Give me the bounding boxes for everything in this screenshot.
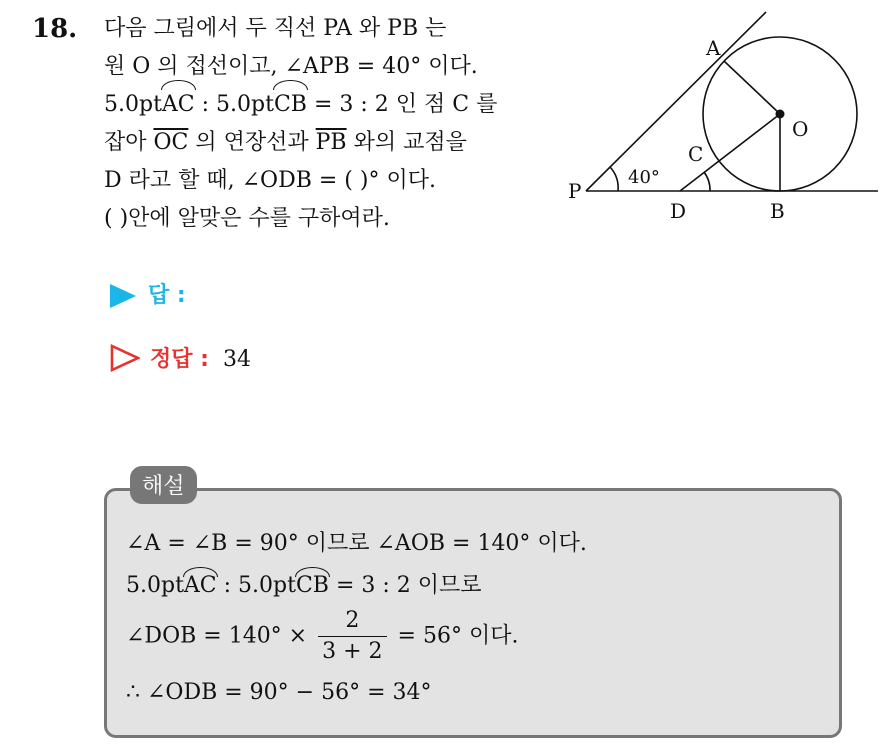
question-text — [104, 10, 564, 238]
q4-post: 와의 교점을 — [346, 130, 467, 155]
label-c: C — [688, 142, 704, 166]
question-line-4 — [104, 124, 564, 162]
angle-label: 40° — [628, 167, 660, 188]
solution-tag: 해설 — [130, 466, 197, 504]
q-prefix-1: 5.0pt — [104, 92, 162, 117]
segment-pb: $\overline{PB}$ — [315, 130, 347, 155]
answer-row — [110, 278, 186, 309]
fraction-denominator: 3 + 2 — [322, 639, 383, 664]
label-a: A — [706, 36, 721, 60]
sol-arc-ac: AC — [183, 573, 217, 598]
question-line-2: 원 O 의 접선이고, ∠APB = 40° 이다. — [104, 54, 478, 79]
center-dot — [776, 110, 785, 119]
s2-post: = 3 : 2 이므로 — [328, 573, 482, 598]
q4-mid: 의 연장선과 — [188, 130, 316, 155]
fraction-numerator: 2 — [318, 606, 386, 637]
question-number: 18. — [32, 14, 78, 44]
segment-oc: $\overline{OC}$ — [153, 130, 189, 155]
outline-triangle-icon — [110, 344, 140, 372]
label-d: D — [670, 199, 687, 223]
angle-p-arc — [610, 167, 618, 191]
s3-pre: ∠DOB = 140° × — [126, 623, 308, 649]
solution-line-3 — [126, 606, 518, 667]
s2-pre: 5.0pt — [126, 573, 184, 598]
correct-label: 정답 : — [150, 347, 209, 372]
label-b: B — [770, 199, 785, 223]
correct-value: 34 — [222, 347, 251, 372]
sol-arc-cb: CB — [295, 573, 329, 598]
segment-ao — [724, 61, 780, 114]
answer-label: 답 : — [148, 283, 186, 308]
solution-line-2 — [126, 568, 482, 599]
angle-d-arc — [704, 172, 710, 191]
s2-mid: : 5.0pt — [216, 573, 296, 598]
q-mid: : 5.0pt — [194, 92, 274, 117]
solution-line-4: ∴ ∠ODB = 90° − 56° = 34° — [126, 680, 432, 705]
solution-line-1: ∠A = ∠B = 90° 이므로 ∠AOB = 140° 이다. — [126, 531, 587, 556]
correct-answer-row — [110, 342, 251, 373]
q-post: = 3 : 2 인 점 C 를 — [306, 92, 498, 117]
question-line-6: ( )안에 알맞은 수를 구하여라. — [104, 206, 390, 231]
s3-post: = 56° 이다. — [397, 623, 519, 649]
geometry-figure — [566, 8, 884, 238]
line-pa — [586, 12, 766, 191]
play-triangle-icon — [110, 284, 136, 308]
fraction — [318, 606, 386, 667]
question-line-3 — [104, 86, 564, 124]
label-p: P — [568, 179, 582, 203]
question-line-1: 다음 그림에서 두 직선 PA 와 PB 는 — [104, 16, 447, 41]
question-line-5: D 라고 할 때, ∠ODB = ( )° 이다. — [104, 168, 436, 193]
label-o: O — [792, 117, 809, 141]
arc-ac: AC — [162, 86, 195, 124]
arc-cb: CB — [274, 86, 307, 124]
q4-pre: 잡아 — [104, 130, 154, 155]
